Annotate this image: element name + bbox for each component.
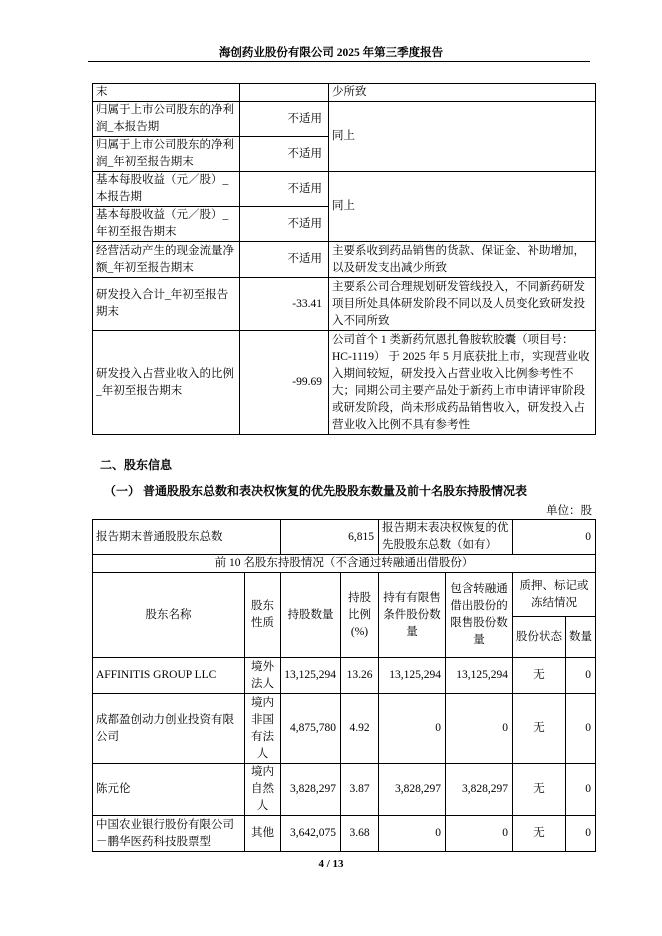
shareholder-nature: 其他	[245, 816, 281, 852]
change-reason-table	[92, 83, 596, 435]
shareholder-qty: 0	[566, 764, 596, 816]
row-label: 归属于上市公司股东的净利润_本报告期	[93, 102, 240, 137]
header-nature: 股东性质	[245, 573, 281, 658]
header-restricted: 持有有限售条件股份数量	[379, 573, 446, 658]
row-label: 末	[93, 84, 240, 102]
page-number: 4 / 13	[318, 858, 344, 870]
shareholder-name: 成都盈创动力创业投资有限公司	[93, 694, 245, 764]
header-pledge-status: 股份状态	[513, 617, 566, 658]
shareholder-status: 无	[513, 694, 566, 764]
row-reason: 少所致	[329, 84, 596, 102]
pref-value: 0	[513, 520, 596, 555]
shareholder-shares: 3,642,075	[281, 816, 341, 852]
caption-row	[93, 555, 596, 573]
row-reason: 主要系公司合理规划研发管线投入，不同新药研发项目所处具体研发阶段不同以及人员变化致研发投入不同所致	[329, 278, 596, 331]
row-label: 经营活动产生的现金流量净额_年初至报告期末	[93, 242, 240, 278]
shareholder-restricted: 0	[379, 816, 446, 852]
shareholder-status: 无	[513, 658, 566, 694]
row-value: 不适用	[240, 137, 329, 172]
shareholder-ratio: 4.92	[341, 694, 379, 764]
row-reason: 主要系收到药品销售的货款、保证金、补助增加，以及研发支出减少所致	[329, 242, 596, 278]
table-row	[93, 658, 596, 694]
row-label: 基本每股收益（元／股）_年初至报告期末	[93, 207, 240, 242]
shareholder-ratio: 3.68	[341, 816, 379, 852]
row-label: 研发投入占营业收入的比例_年初至报告期末	[93, 331, 240, 435]
header-name: 股东名称	[93, 573, 245, 658]
shareholder-name: 中国农业银行股份有限公司－鹏华医药科技股票型	[93, 816, 245, 852]
row-label: 归属于上市公司股东的净利润_年初至报告期末	[93, 137, 240, 172]
row-reason: 同上	[329, 172, 596, 242]
shareholder-name: AFFINITIS GROUP LLC	[93, 658, 245, 694]
shareholder-shares: 3,828,297	[281, 764, 341, 816]
shareholder-lending: 0	[446, 816, 513, 852]
header-lending: 包含转融通借出股份的限售股份数量	[446, 573, 513, 658]
header-divider	[88, 61, 590, 62]
header-pledge: 质押、标记或冻结情况	[513, 573, 596, 617]
unit-label: 单位：股	[546, 505, 592, 517]
row-value: -33.41	[240, 278, 329, 331]
shareholder-ratio: 3.87	[341, 764, 379, 816]
shareholder-table	[92, 519, 596, 852]
row-value: 不适用	[240, 102, 329, 137]
table-row	[93, 102, 596, 137]
table-row	[93, 694, 596, 764]
total-label: 报告期末普通股股东总数	[93, 520, 281, 555]
shareholder-qty: 0	[566, 816, 596, 852]
shareholder-status: 无	[513, 816, 566, 852]
row-reason: 公司首个 1 类新药氘恩扎鲁胺软胶囊（项目号：HC-1119） 于 2025 年 5 月底获批上市，实现营业收入期间较短，研发投入占营业收入比例参考性不大；同期公司主要产品处于新药上市申请评审阶段或研发阶段，尚未形成药品销售收入，研发投入占营业收入比例不具有参考性	[329, 331, 596, 435]
table-row	[93, 172, 596, 207]
header-row	[93, 573, 596, 617]
shareholder-name: 陈元伦	[93, 764, 245, 816]
shareholder-qty: 0	[566, 658, 596, 694]
shareholder-shares: 13,125,294	[281, 658, 341, 694]
shareholder-restricted: 3,828,297	[379, 764, 446, 816]
row-value: 不适用	[240, 207, 329, 242]
shareholder-restricted: 13,125,294	[379, 658, 446, 694]
pref-label: 报告期末表决权恢复的优先股股东总数（如有）	[379, 520, 513, 555]
shareholder-lending: 3,828,297	[446, 764, 513, 816]
row-value	[240, 84, 329, 102]
top10-caption: 前 10 名股东持股情况（不含通过转融通出借股份）	[93, 555, 596, 573]
header-ratio: 持股比例(%)	[341, 573, 379, 658]
total-value: 6,815	[281, 520, 379, 555]
table-row	[93, 764, 596, 816]
row-value: 不适用	[240, 172, 329, 207]
table-row	[93, 84, 596, 102]
section-subtitle: （一） 普通股股东总数和表决权恢复的优先股股东数量及前十名股东持股情况表	[104, 484, 528, 498]
shareholder-qty: 0	[566, 694, 596, 764]
row-reason: 同上	[329, 102, 596, 172]
table-row	[93, 331, 596, 435]
shareholder-nature: 境外法人	[245, 658, 281, 694]
shareholder-lending: 0	[446, 694, 513, 764]
shareholder-nature: 境内非国有法人	[245, 694, 281, 764]
table-row	[93, 278, 596, 331]
report-header: 海创药业股份有限公司 2025 年第三季度报告	[218, 47, 444, 59]
total-row	[93, 520, 596, 555]
shareholder-restricted: 0	[379, 694, 446, 764]
shareholder-nature: 境内自然人	[245, 764, 281, 816]
table-row	[93, 242, 596, 278]
shareholder-lending: 13,125,294	[446, 658, 513, 694]
row-value: -99.69	[240, 331, 329, 435]
shareholder-ratio: 13.26	[341, 658, 379, 694]
shareholder-status: 无	[513, 764, 566, 816]
row-label: 研发投入合计_年初至报告期末	[93, 278, 240, 331]
header-shares: 持股数量	[281, 573, 341, 658]
row-label: 基本每股收益（元／股）_本报告期	[93, 172, 240, 207]
shareholder-shares: 4,875,780	[281, 694, 341, 764]
row-value: 不适用	[240, 242, 329, 278]
header-pledge-qty: 数量	[566, 617, 596, 658]
section-title: 二、股东信息	[100, 458, 173, 472]
table-row	[93, 816, 596, 852]
